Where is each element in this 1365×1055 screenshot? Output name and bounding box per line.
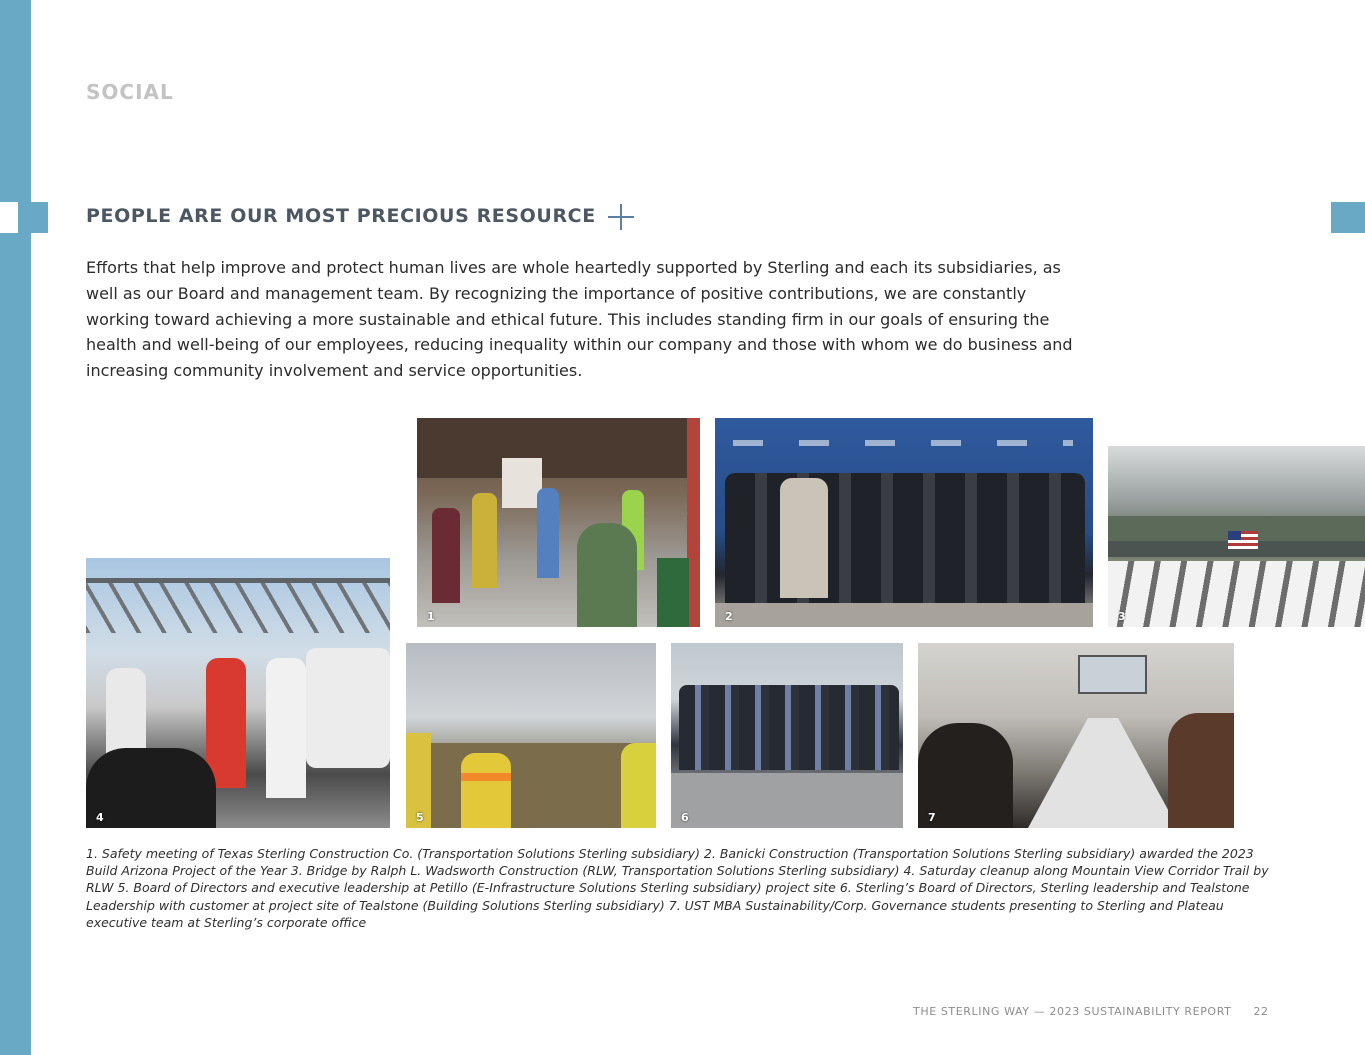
photo-caption: 1. Safety meeting of Texas Sterling Construction Co. (Transportation Solutions Sterling subsidiary) 2. Banicki Construction (Transportation Solutions Sterling subsidiary) awarded the 2023 Build Arizona Project of the Year 3. Bridge by Ralph L. Wadsworth Construction (RLW, Transportation Solutions Sterling subsidiary) 4. Saturday cleanup along Mountain View Corridor Trail by RLW 5. Board of Directors and executive leadership at Petillo (E-Infrastructure Solutions Sterling subsidiary) project site 6. Sterling’s Board of Directors, Sterling leadership and Tealstone Leadership with customer at project site of Tealstone (Building Solutions Sterling subsidiary) 7. UST MBA Sustainability/Corp. Governance students presenting to Sterling and Plateau executive team at Sterling’s corporate office xyxy=(86,846,1269,930)
photo-project-site xyxy=(406,643,656,828)
page-heading: PEOPLE ARE OUR MOST PRECIOUS RESOURCE xyxy=(86,205,596,227)
photo-mba-presentation xyxy=(918,643,1234,828)
left-tab-notch xyxy=(0,202,18,233)
section-label: SOCIAL xyxy=(86,80,174,104)
photo-number: 7 xyxy=(928,811,936,824)
photo-board-site-visit xyxy=(671,643,903,828)
right-section-tab xyxy=(1331,202,1365,233)
photo-number: 4 xyxy=(96,811,104,824)
photo-award-ceremony xyxy=(715,418,1093,627)
left-accent-bar xyxy=(0,0,31,1055)
footer-report-title: THE STERLING WAY — 2023 SUSTAINABILITY REPORT xyxy=(913,1005,1232,1018)
photo-trail-cleanup xyxy=(86,558,390,828)
photo-safety-meeting xyxy=(417,418,700,627)
plus-icon xyxy=(608,204,634,230)
page-number: 22 xyxy=(1253,1005,1269,1018)
photo-number: 6 xyxy=(681,811,689,824)
intro-paragraph: Efforts that help improve and protect human lives are whole heartedly supported by Sterling and each its subsidiaries, as well as our Board and management team. By recognizing the importance of positive contributions, we are constantly working toward achieving a more sustainable and ethical future. This includes standing firm in our goals of ensuring the health and well-being of our employees, reducing inequality within our company and those with whom we do business and increasing community involvement and service opportunities. xyxy=(86,258,1073,381)
photo-number: 2 xyxy=(725,610,733,623)
page-footer xyxy=(913,1005,1269,1018)
photo-number: 5 xyxy=(416,811,424,824)
photo-number: 1 xyxy=(427,610,435,623)
photo-number: 3 xyxy=(1118,610,1126,623)
photo-bridge xyxy=(1108,446,1365,627)
